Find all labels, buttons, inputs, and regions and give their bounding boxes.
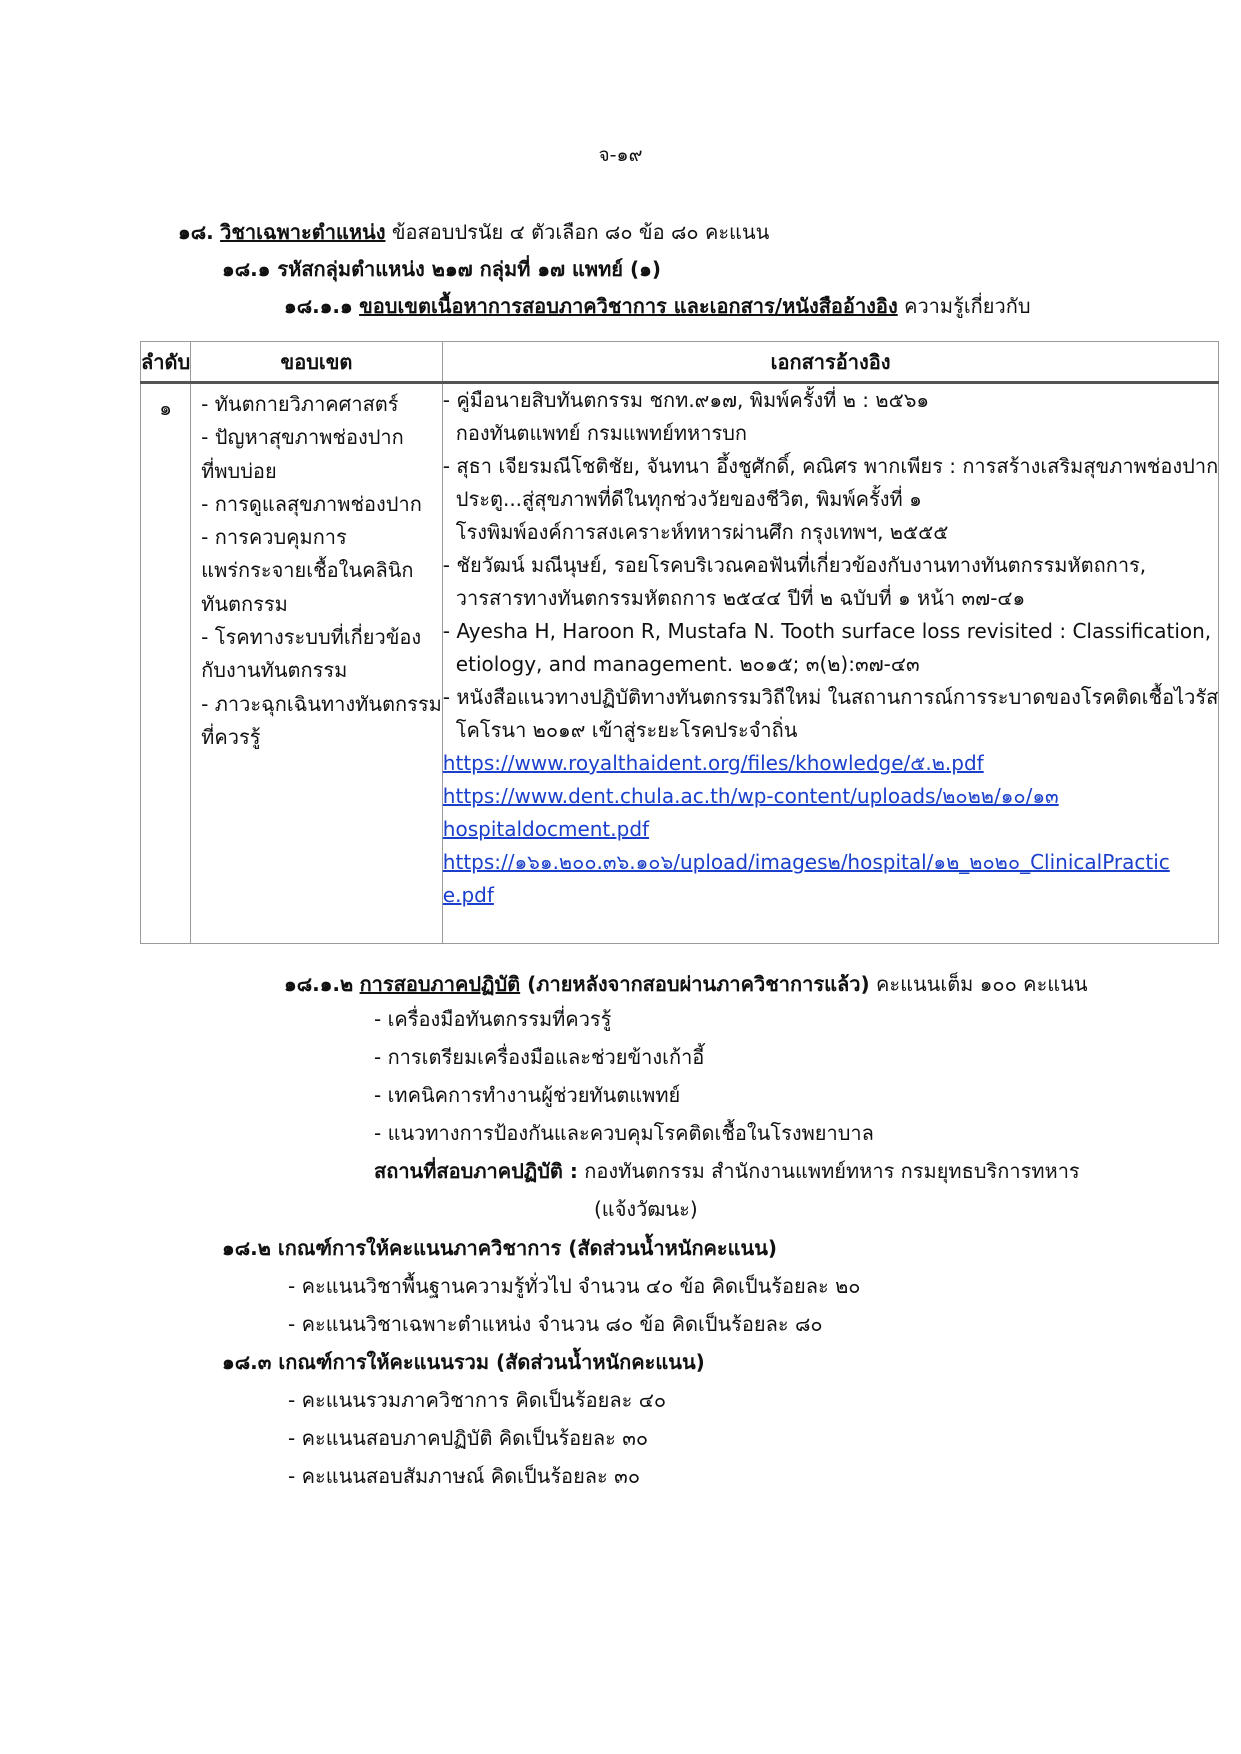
reference-line: กองทันตแพทย์ กรมแพทย์ทหารบก [455, 421, 748, 445]
practical-item: - การเตรียมเครื่องมือและช่วยข้างเก้าอี้ [374, 1045, 705, 1069]
row-number: ๑ [141, 383, 191, 944]
section-18-1-heading [222, 253, 661, 285]
total-score-item: - คะแนนรวมภาควิชาการ คิดเป็นร้อยละ ๔๐ [288, 1388, 667, 1412]
section-18-1-2-title: การสอบภาคปฏิบัติ [359, 972, 521, 996]
scope-item: ที่พบบ่อย [201, 458, 277, 483]
section-18-heading [178, 216, 769, 248]
reference-line: - Ayesha H, Haroon R, Mustafa N. Tooth surface loss revisited : Classification, [442, 619, 1212, 643]
section-18-title: วิชาเฉพาะตำแหน่ง [220, 220, 386, 244]
reference-line: - คู่มือนายสิบทันตกรรม ชกท.๙๑๗, พิมพ์ครั้งที่ ๒ : ๒๕๖๑ [442, 388, 930, 412]
scope-item: - การดูแลสุขภาพช่องปาก [201, 491, 422, 516]
section-18-2-heading [222, 1229, 777, 1267]
reference-line: ประตู...สู่สุขภาพที่ดีในทุกช่วงวัยของชีวิต, พิมพ์ครั้งที่ ๑ [455, 487, 922, 511]
page-number: จ-๑๙ [598, 144, 643, 166]
academic-score-item: - คะแนนวิชาเฉพาะตำแหน่ง จำนวน ๘๐ ข้อ คิดเป็นร้อยละ ๘๐ [288, 1312, 823, 1336]
academic-score-item: - คะแนนวิชาพื้นฐานความรู้ทั่วไป จำนวน ๔๐ ข้อ คิดเป็นร้อยละ ๒๐ [288, 1274, 861, 1298]
section-18-2-number: ๑๘.๒ [222, 1236, 271, 1260]
reference-line: วารสารทางทันตกรรมหัตถการ ๒๕๔๔ ปีที่ ๒ ฉบับที่ ๑ หน้า ๓๗-๔๑ [455, 586, 1026, 610]
venue-label: สถานที่สอบภาคปฏิบัติ : [374, 1159, 578, 1183]
scope-item: แพร่กระจายเชื้อในคลินิก [201, 558, 414, 583]
reference-link[interactable]: hospitaldocment.pdf [442, 817, 650, 841]
reference-line: - ชัยวัฒน์ มณีนุษย์, รอยโรคบริเวณคอฟันที่เกี่ยวข้องกับงานทางทันตกรรมหัตถการ, [442, 553, 1147, 577]
table-row [141, 383, 1219, 944]
reference-line: โคโรนา ๒๐๑๙ เข้าสู่ระยะโรคประจำถิ่น [455, 718, 798, 742]
section-18-1-2-heading [284, 968, 1088, 1000]
venue-note: (แจ้งวัฒนะ) [594, 1197, 698, 1221]
scope-item: - ภาวะฉุกเฉินทางทันตกรรม [201, 691, 442, 716]
section-18-1-2-number: ๑๘.๑.๒ [284, 972, 354, 996]
reference-line: - หนังสือแนวทางปฏิบัติทางทันตกรรมวิถีใหม่ ในสถานการณ์การระบาดของโรคติดเชื้อไวรัส [442, 685, 1219, 709]
section-18-1-1-number: ๑๘.๑.๑ [284, 294, 353, 318]
scope-item: - ปัญหาสุขภาพช่องปาก [201, 425, 404, 450]
references-cell [442, 383, 1219, 944]
section-18-1-1-description: ความรู้เกี่ยวกับ [897, 294, 1031, 318]
reference-link[interactable]: e.pdf [442, 883, 494, 907]
section-18-1-title: รหัสกลุ่มตำแหน่ง ๒๑๗ กลุ่มที่ ๑๗ แพทย์ (๑) [277, 257, 661, 281]
reference-link[interactable]: https://www.dent.chula.ac.th/wp-content/uploads/๒๐๒๒/๑๐/๑๓ [442, 784, 1059, 808]
scope-item: ทันตกรรม [201, 591, 288, 616]
section-18-1-2-score: คะแนนเต็ม ๑๐๐ คะแนน [869, 972, 1088, 996]
scope-item: กับงานทันตกรรม [201, 658, 348, 683]
total-score-item: - คะแนนสอบภาคปฏิบัติ คิดเป็นร้อยละ ๓๐ [288, 1426, 649, 1450]
scope-item: - การควบคุมการ [201, 525, 347, 550]
section-18-1-number: ๑๘.๑ [222, 257, 271, 281]
practical-item: - แนวทางการป้องกันและควบคุมโรคติดเชื้อในโรงพยาบาล [374, 1121, 874, 1145]
reference-table [140, 341, 1219, 944]
practical-venue [374, 1152, 1080, 1190]
section-18-3-heading [222, 1343, 705, 1381]
venue-text: กองทันตกรรม สำนักงานแพทย์ทหาร กรมยุทธบริการทหาร [577, 1159, 1080, 1183]
section-18-number: ๑๘. [178, 220, 214, 244]
reference-link[interactable]: https://๑๖๑.๒๐๐.๓๖.๑๐๖/upload/images๒/hospital/๑๒_๒๐๒๐_ClinicalPractic [442, 850, 1170, 874]
practical-item: - เครื่องมือทันตกรรมที่ควรรู้ [374, 1007, 612, 1031]
scope-cell [191, 383, 443, 944]
section-18-1-1-heading [284, 290, 1031, 322]
section-18-1-1-title: ขอบเขตเนื้อหาการสอบภาควิชาการ และเอกสาร/หนังสืออ้างอิง [359, 294, 898, 318]
total-score-item: - คะแนนสอบสัมภาษณ์ คิดเป็นร้อยละ ๓๐ [288, 1464, 641, 1488]
section-18-1-2-condition: (ภายหลังจากสอบผ่านภาควิชาการแล้ว) [520, 972, 870, 996]
table-header-row [141, 342, 1219, 383]
scope-item: - ทันตกายวิภาคศาสตร์ [201, 392, 399, 416]
scope-item: ที่ควรรู้ [201, 724, 261, 749]
section-18-3-title: เกณฑ์การให้คะแนนรวม (สัดส่วนน้ำหนักคะแนน) [278, 1350, 705, 1374]
scope-item: - โรคทางระบบที่เกี่ยวข้อง [201, 625, 422, 650]
section-18-3-number: ๑๘.๓ [222, 1350, 272, 1374]
practical-item: - เทคนิคการทำงานผู้ช่วยทันตแพทย์ [374, 1083, 681, 1107]
reference-line: - สุธา เจียรมณีโชติชัย, จันทนา อึ้งชูศักดิ์, คณิศร พากเพียร : การสร้างเสริมสุขภาพช่องปาก [442, 454, 1219, 478]
section-18-description: ข้อสอบปรนัย ๔ ตัวเลือก ๘๐ ข้อ ๘๐ คะแนน [385, 220, 770, 244]
reference-line: etiology, and management. ๒๐๑๕; ๓(๒):๓๗-๔๓ [455, 652, 920, 676]
section-18-2-title: เกณฑ์การให้คะแนนภาควิชาการ (สัดส่วนน้ำหนักคะแนน) [277, 1236, 778, 1260]
reference-link[interactable]: https://www.royalthaident.org/files/khowledge/๕.๒.pdf [442, 751, 984, 775]
header-scope: ขอบเขต [191, 342, 443, 383]
header-order: ลำดับ [141, 342, 191, 383]
header-references: เอกสารอ้างอิง [442, 342, 1219, 383]
reference-line: โรงพิมพ์องค์การสงเคราะห์ทหารผ่านศึก กรุงเทพฯ, ๒๕๕๕ [455, 520, 949, 544]
